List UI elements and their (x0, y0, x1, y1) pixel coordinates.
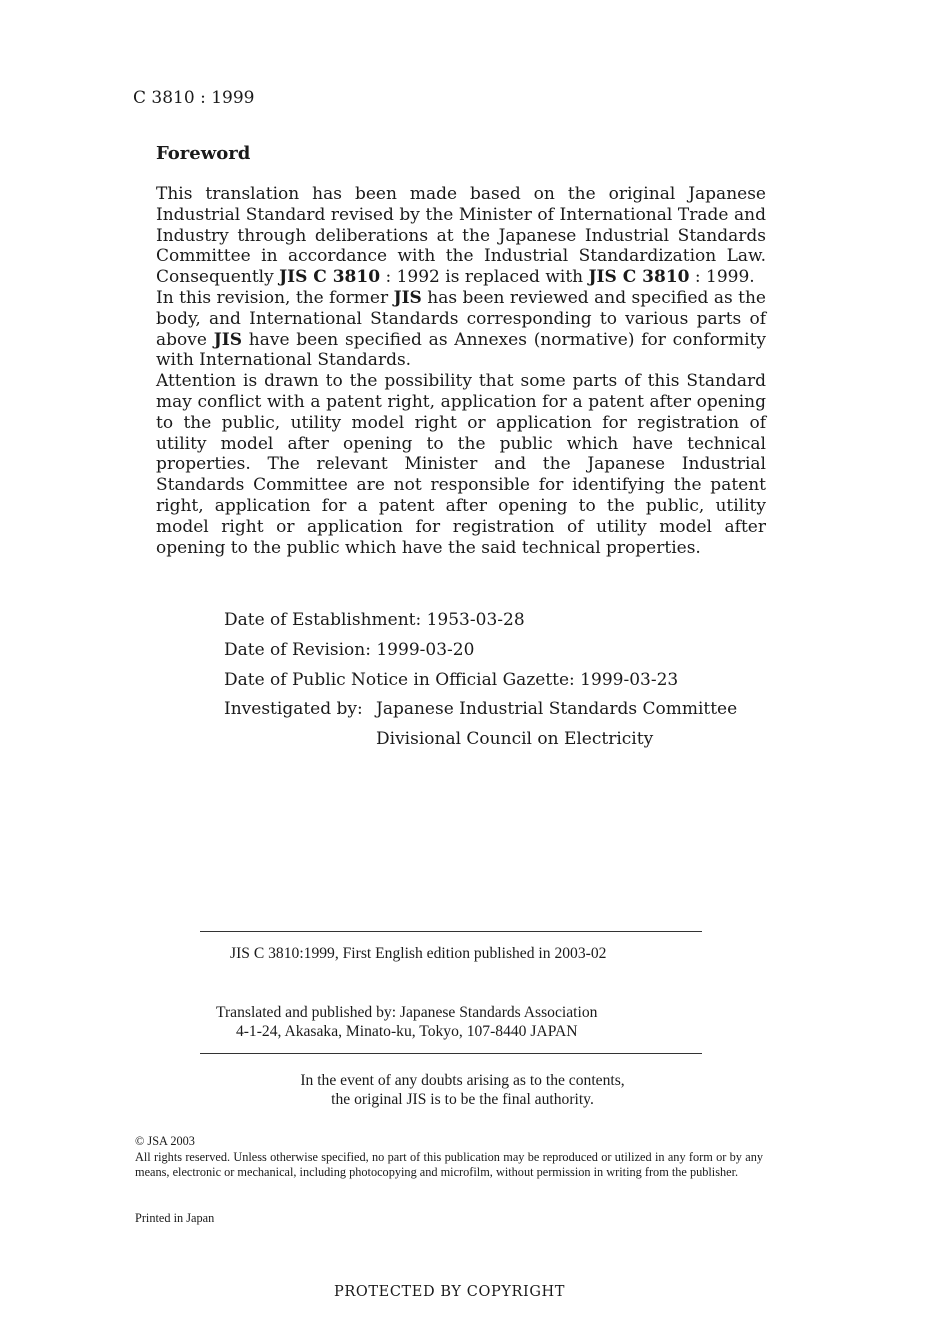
investigated-label: Investigated by: (224, 699, 363, 720)
foreword-paragraph-2 (156, 288, 766, 371)
para1-text-c: : 1999. (689, 267, 755, 288)
investigated-row-2 (224, 725, 737, 755)
para1-bold-a: JIS C 3810 (279, 267, 381, 288)
para2-text-a: In this revision, the former (156, 287, 394, 308)
para2-text-b: has been reviewed and specified as the body, and International Standards corresponding to various parts of above (156, 287, 766, 350)
foreword-title: Foreword (156, 143, 251, 164)
investigated-row (224, 695, 737, 725)
para2-text-c: have been specified as Annexes (normative) for conformity with International Standards. (156, 329, 767, 371)
translated-line-1: Translated and published by: Japanese Standards Association (216, 1004, 598, 1021)
para1-text-a: This translation has been made based on the original Japanese Industrial Standard revised by the Minister of International Trade and Industry through deliberations at the Japanese Industrial Standards Committee in accordance with the Industrial Standardization Law. Consequently (156, 184, 766, 288)
divider-top (200, 931, 702, 932)
rights-statement: All rights reserved. Unless otherwise specified, no part of this publication may be reproduced or utilized in any form or by any means, electronic or mechanical, including photocopying and microfilm, without permission in writing from the publisher. (135, 1149, 763, 1180)
document-code: C 3810 : 1999 (133, 88, 255, 108)
protected-footer: PROTECTED BY COPYRIGHT (334, 1284, 566, 1300)
doubts-line-1: In the event of any doubts arising as to the contents, (300, 1072, 625, 1089)
date-revision: Date of Revision: 1999-03-20 (224, 639, 475, 660)
foreword-body (156, 184, 766, 558)
doubts-line-2: the original JIS is to be the final authority. (331, 1091, 594, 1108)
foreword-paragraph-1 (156, 184, 766, 288)
para1-bold-b: JIS C 3810 (588, 267, 690, 288)
dates-block (224, 606, 737, 755)
copyright-notice: © JSA 2003 (135, 1134, 195, 1148)
date-public-notice: Date of Public Notice in Official Gazette: 1999-03-23 (224, 669, 679, 690)
printed-in: Printed in Japan (135, 1211, 215, 1225)
foreword-paragraph-3: Attention is drawn to the possibility that some parts of this Standard may conflict with a patent right, application for a patent after opening to the public, utility model right or application for registration of utility model after opening to the public which have technical properties. The relevant Minister and the Japanese Industrial Standards Committee are not responsible for identifying the patent right, application for a patent after opening to the public, utility model right or application for registration of utility model after opening to the public which have the said technical properties. (156, 371, 766, 558)
para2-bold-b: JIS (213, 329, 242, 350)
investigated-spacer (224, 725, 376, 755)
divider-bottom (200, 1053, 702, 1054)
investigated-line-1: Japanese Industrial Standards Committee (376, 699, 738, 720)
copyright-block (135, 1134, 763, 1181)
para1-text-b: : 1992 is replaced with (380, 267, 589, 288)
translated-by-block (216, 1003, 597, 1041)
translated-line-2: 4-1-24, Akasaka, Minato-ku, Tokyo, 107-8440 JAPAN (235, 1023, 578, 1040)
edition-line: JIS C 3810:1999, First English edition published in 2003-02 (230, 945, 607, 962)
date-establishment: Date of Establishment: 1953-03-28 (224, 610, 525, 630)
doubts-note (200, 1071, 725, 1109)
para2-bold-a: JIS (393, 287, 422, 308)
investigated-line-2: Divisional Council on Electricity (376, 729, 654, 750)
